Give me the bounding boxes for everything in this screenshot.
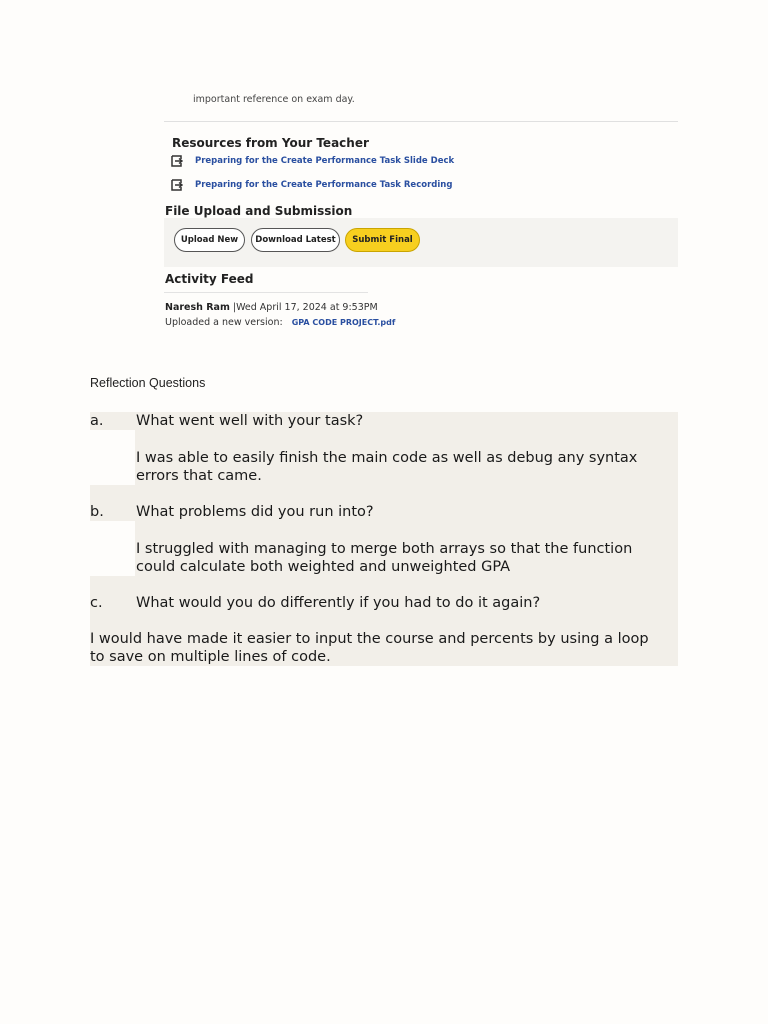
question-letter: a. [90,413,104,429]
activity-author: Naresh Ram [165,302,230,313]
question-letter: c. [90,595,103,611]
answer-line: errors that came. [136,468,262,484]
answer-b [136,540,632,576]
reflection-title: Reflection Questions [90,376,206,390]
separator: | [232,302,237,313]
embedded-screenshot [0,0,768,340]
external-link-icon [171,155,183,167]
external-link-icon [171,179,183,191]
download-latest-button[interactable]: Download Latest [251,228,340,252]
resource-link-label: Preparing for the Create Performance Task Recording [195,180,453,190]
resource-link-label: Preparing for the Create Performance Task Slide Deck [195,156,455,166]
activity-entry [165,300,395,330]
intro-text: important reference on exam day. [193,94,355,105]
resource-link-recording[interactable] [171,178,452,192]
answer-line: I was able to easily finish the main code as well as debug any syntax [136,450,638,466]
activity-feed-heading: Activity Feed [165,272,254,286]
upload-new-button[interactable]: Upload New [174,228,245,252]
activity-timestamp: Wed April 17, 2024 at 9:53PM [236,302,378,313]
answer-line: I would have made it easier to input the course and percents by using a loop [90,631,649,647]
answer-a [136,449,637,485]
submit-final-button[interactable]: Submit Final [345,228,420,252]
divider [164,121,678,122]
answer-line: I struggled with managing to merge both arrays so that the function [136,541,633,557]
answer-line: to save on multiple lines of code. [90,649,331,665]
upload-heading: File Upload and Submission [165,204,353,218]
activity-file-link[interactable]: GPA CODE PROJECT.pdf [291,318,396,327]
divider [164,292,368,293]
question-text: What problems did you run into? [136,504,374,520]
resource-link-slide-deck[interactable] [171,154,454,168]
question-c [90,594,678,612]
answer-c [90,630,649,666]
answer-line: could calculate both weighted and unweighted GPA [136,559,511,575]
resources-heading: Resources from Your Teacher [172,136,369,150]
question-b [90,503,678,521]
activity-action: Uploaded a new version: [165,317,283,328]
question-letter: b. [90,504,104,520]
question-text: What would you do differently if you had to do it again? [136,595,541,611]
question-a [90,412,678,430]
question-text: What went well with your task? [136,413,364,429]
